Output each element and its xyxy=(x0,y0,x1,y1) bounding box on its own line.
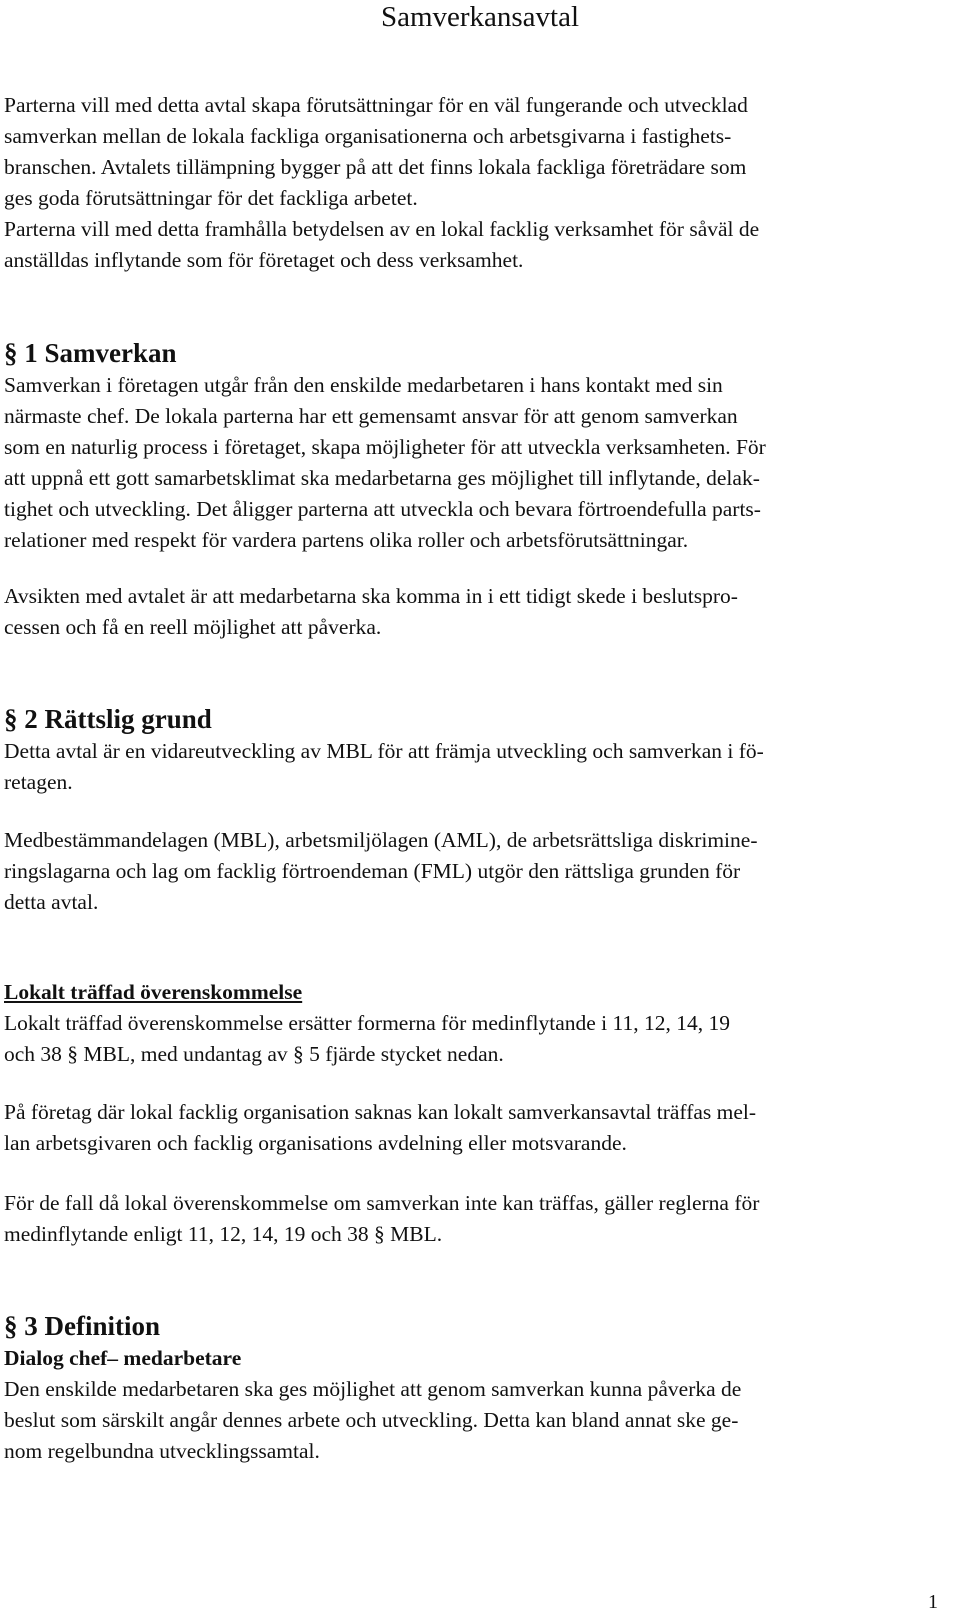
text-line: att uppnå ett gott samarbetsklimat ska medarbetarna ges möjlighet till inflytande, delak- xyxy=(4,466,760,490)
document-title: Samverkansavtal xyxy=(380,1,580,33)
text-line: och 38 § MBL, med undantag av § 5 fjärde stycket nedan. xyxy=(4,1042,504,1066)
text-line: Medbestämmandelagen (MBL), arbetsmiljölagen (AML), de arbetsrättsliga diskrimine- xyxy=(4,828,758,852)
section-2 xyxy=(4,702,954,798)
page-number: 1 xyxy=(928,1591,938,1613)
section-3 xyxy=(4,1309,954,1467)
text-line: detta avtal. xyxy=(4,890,99,914)
text-line: För de fall då lokal överenskommelse om samverkan inte kan träffas, gäller reglerna för xyxy=(4,1191,760,1215)
text-line: nom regelbundna utvecklingssamtal. xyxy=(4,1439,320,1463)
subheading: Lokalt träffad överenskommelse xyxy=(4,980,303,1004)
section-2-local-agreement xyxy=(4,977,954,1070)
section-2-paragraph-2 xyxy=(4,825,954,918)
text-line: medinflytande enligt 11, 12, 14, 19 och 38 § MBL. xyxy=(4,1222,443,1246)
text-line: tighet och utveckling. Det åligger parterna att utveckla och bevara förtroendefulla parts- xyxy=(4,497,761,521)
text-line: ges goda förutsättningar för det fackliga arbetet. xyxy=(4,186,418,210)
text-line: branschen. Avtalets tillämpning bygger på att det finns lokala fackliga företrädare som xyxy=(4,155,747,179)
section-heading: § 2 Rättslig grund xyxy=(4,704,212,734)
text-line: ringslagarna och lag om facklig förtroendeman (FML) utgör den rättsliga grunden för xyxy=(4,859,741,883)
section-heading: § 3 Definition xyxy=(4,1311,161,1341)
subheading: Dialog chef– medarbetare xyxy=(4,1346,242,1370)
text-line: På företag där lokal facklig organisation saknas kan lokalt samverkansavtal träffas mel- xyxy=(4,1100,757,1124)
text-line: Den enskilde medarbetaren ska ges möjlighet att genom samverkan kunna påverka de xyxy=(4,1377,742,1401)
text-line: retagen. xyxy=(4,770,73,794)
text-line: anställdas inflytande som för företaget och dess verksamhet. xyxy=(4,248,524,272)
section-2-paragraph-5 xyxy=(4,1188,954,1250)
text-line: samverkan mellan de lokala fackliga organisationerna och arbetsgivarna i fastighets- xyxy=(4,124,732,148)
text-line: Detta avtal är en vidareutveckling av MBL för att främja utveckling och samverkan i fö- xyxy=(4,739,764,763)
text-line: Samverkan i företagen utgår från den enskilde medarbetaren i hans kontakt med sin xyxy=(4,373,723,397)
text-line: Lokalt träffad överenskommelse ersätter formerna för medinflytande i 11, 12, 14, 19 xyxy=(4,1011,730,1035)
text-line: beslut som särskilt angår dennes arbete och utveckling. Detta kan bland annat ske ge- xyxy=(4,1408,739,1432)
text-line: Avsikten med avtalet är att medarbetarna ska komma in i ett tidigt skede i beslutspro- xyxy=(4,584,738,608)
section-heading: § 1 Samverkan xyxy=(4,338,177,368)
section-2-paragraph-4 xyxy=(4,1097,954,1159)
text-line: relationer med respekt för vardera partens olika roller och arbetsförutsättningar. xyxy=(4,528,689,552)
text-line: som en naturlig process i företaget, skapa möjligheter för att utveckla verksamheten. För xyxy=(4,435,766,459)
text-line: närmaste chef. De lokala parterna har ett gemensamt ansvar för att genom samverkan xyxy=(4,404,738,428)
text-line: Parterna vill med detta framhålla betydelsen av en lokal facklig verksamhet för såväl de xyxy=(4,217,760,241)
text-line: cessen och få en reell möjlighet att påverka. xyxy=(4,615,382,639)
section-1 xyxy=(4,336,954,556)
section-1-paragraph-2 xyxy=(4,581,954,643)
intro-paragraph xyxy=(4,90,954,276)
text-line: Parterna vill med detta avtal skapa förutsättningar för en väl fungerande och utvecklad xyxy=(4,93,748,117)
text-line: lan arbetsgivaren och facklig organisations avdelning eller motsvarande. xyxy=(4,1131,627,1155)
